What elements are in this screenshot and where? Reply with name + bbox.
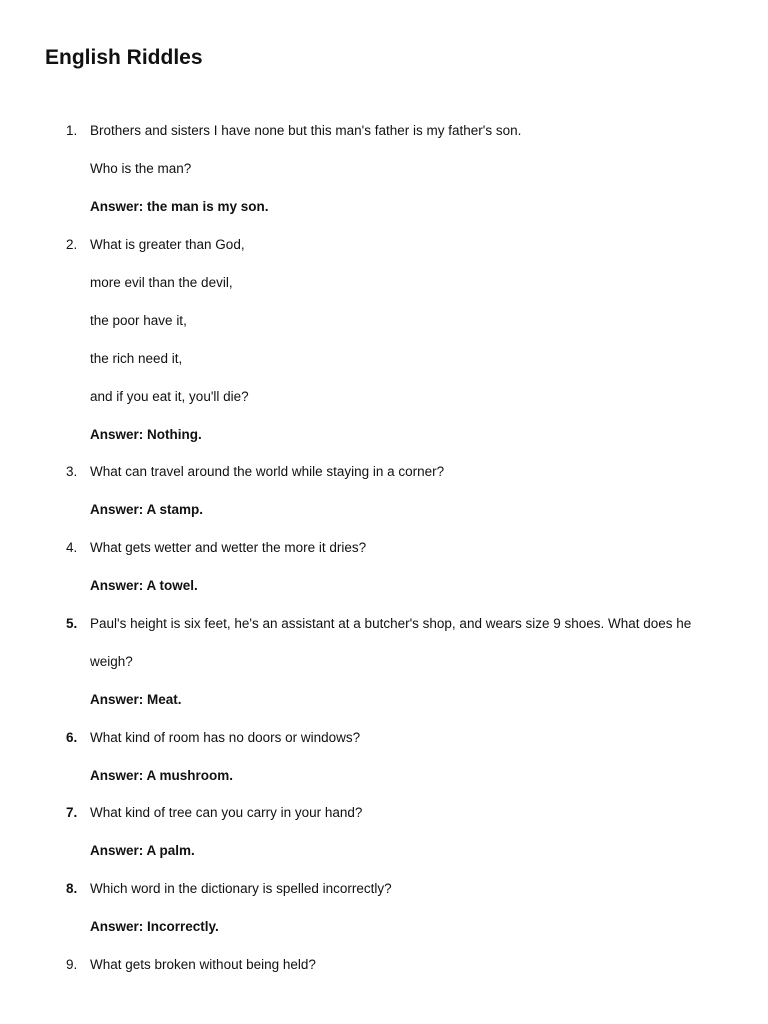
- riddle-answer: Answer: Nothing.: [90, 427, 202, 442]
- riddle-number: 7.: [66, 805, 78, 820]
- riddle-number: 2.: [66, 237, 78, 252]
- riddle-question-line: Who is the man?: [90, 161, 192, 176]
- riddle-question-line: What gets wetter and wetter the more it dries?: [90, 540, 367, 555]
- riddle-question-line: What can travel around the world while staying in a corner?: [90, 464, 445, 479]
- riddle-number: 3.: [66, 464, 78, 479]
- riddle-answer: Answer: A palm.: [90, 843, 195, 858]
- riddle-answer: Answer: the man is my son.: [90, 199, 269, 214]
- riddle-question-line: What kind of room has no doors or windows?: [90, 730, 361, 745]
- riddle-question-line: Brothers and sisters I have none but this man's father is my father's son.: [90, 123, 522, 138]
- page-title: English Riddles: [45, 46, 203, 69]
- riddle-question-line: Paul's height is six feet, he's an assistant at a butcher's shop, and wears size 9 shoes. What does he: [90, 616, 692, 631]
- riddle-question-line: weigh?: [90, 654, 133, 669]
- riddle-question-line: Which word in the dictionary is spelled incorrectly?: [90, 881, 392, 896]
- riddle-question-line: more evil than the devil,: [90, 275, 233, 290]
- riddle-answer: Answer: Incorrectly.: [90, 919, 219, 934]
- riddle-question-line: the poor have it,: [90, 313, 187, 328]
- riddle-question-line: What kind of tree can you carry in your hand?: [90, 805, 363, 820]
- riddle-answer: Answer: A stamp.: [90, 502, 204, 517]
- riddle-number: 8.: [66, 881, 78, 896]
- riddle-number: 9.: [66, 957, 78, 972]
- riddle-question-line: the rich need it,: [90, 351, 183, 366]
- riddle-number: 1.: [66, 123, 78, 138]
- riddle-answer: Answer: Meat.: [90, 692, 182, 707]
- riddle-answer: Answer: A mushroom.: [90, 768, 234, 783]
- riddle-number: 4.: [66, 540, 78, 555]
- riddle-question-line: What is greater than God,: [90, 237, 245, 252]
- riddle-number: 5.: [66, 616, 78, 631]
- riddle-number: 6.: [66, 730, 78, 745]
- riddle-answer: Answer: A towel.: [90, 578, 198, 593]
- riddle-question-line: and if you eat it, you'll die?: [90, 389, 249, 404]
- riddle-question-line: What gets broken without being held?: [90, 957, 316, 972]
